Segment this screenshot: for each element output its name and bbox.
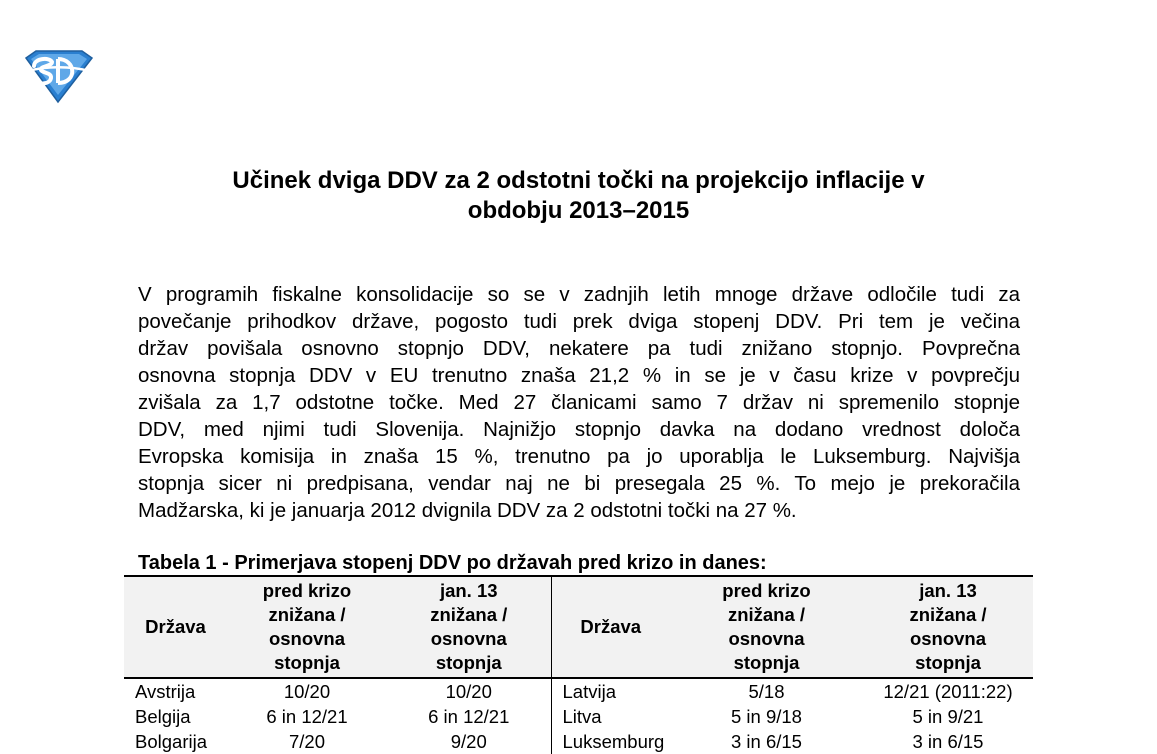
cell-before: 5/18 <box>748 681 785 702</box>
paragraph-line: stopnja sicer ni predpisana, vendar naj ne bi presegala 25 %. To mejo je prekoračila <box>138 472 1020 495</box>
cell-before: 10/20 <box>283 681 331 702</box>
table-row <box>124 729 1033 754</box>
shield-logo-icon <box>22 48 96 104</box>
header-line: pred krizo <box>262 580 352 601</box>
header-line: stopnja <box>915 652 981 673</box>
title-line: obdobju 2013–2015 <box>467 197 690 224</box>
table-header-row <box>124 576 1033 678</box>
header-line: znižana / <box>268 604 346 625</box>
organization-logo <box>22 48 96 104</box>
header-jan13 <box>863 576 1033 678</box>
header-line: znižana / <box>909 604 987 625</box>
cell-before: 3 in 6/15 <box>731 731 802 752</box>
header-line: stopnja <box>733 652 800 673</box>
header-line: znižana / <box>430 604 508 625</box>
paragraph-line: držav povišala osnovno stopnjo DDV, nekatere pa tudi znižano stopnjo. Povprečna <box>138 337 1020 360</box>
cell-jan13: 10/20 <box>387 678 551 704</box>
cell-country: Avstrija <box>135 681 196 702</box>
table-row <box>124 704 1033 729</box>
header-line: stopnja <box>274 652 340 673</box>
paragraph-line: zvišala za 1,7 odstotne točke. Med 27 članicami samo 7 držav ni spremenilo stopnje <box>138 391 1020 414</box>
header-before-crisis <box>227 576 387 678</box>
document-title <box>0 166 1157 226</box>
cell-country: Bolgarija <box>135 731 207 752</box>
paragraph-line: osnovna stopnja DDV v EU trenutno znaša 21,2 % in se je v času krize v povprečju <box>138 364 1020 387</box>
header-line: osnovna <box>268 628 346 649</box>
cell-before: 5 in 9/18 <box>731 706 802 727</box>
table-row <box>124 678 1033 704</box>
header-line: osnovna <box>909 628 987 649</box>
vat-rates-table <box>124 575 1033 754</box>
cell-country: Belgija <box>135 706 191 727</box>
header-line: znižana / <box>727 604 806 625</box>
paragraph-line: Madžarska, ki je januarja 2012 dvignila DDV za 2 odstotni točki na 27 %. <box>138 499 797 522</box>
cell-jan13: 5 in 9/21 <box>912 706 984 727</box>
header-line: stopnja <box>435 652 502 673</box>
paragraph-line: povečanje prihodkov države, pogosto tudi prek dviga stopenj DDV. Pri tem je večina <box>138 310 1020 333</box>
cell-jan13: 3 in 6/15 <box>912 731 984 752</box>
header-line: osnovna <box>430 628 507 649</box>
intro-paragraph <box>138 281 1020 524</box>
header-before-crisis <box>670 576 863 678</box>
table-caption: Tabela 1 - Primerjava stopenj DDV po državah pred krizo in danes: <box>138 552 767 574</box>
header-line: jan. 13 <box>919 580 977 601</box>
header-jan13 <box>387 576 551 678</box>
header-country: Država <box>551 576 670 678</box>
cell-jan13: 12/21 (2011:22) <box>883 681 1013 702</box>
cell-before: 7/20 <box>288 731 325 752</box>
title-line: Učinek dviga DDV za 2 odstotni točki na projekcijo inflacije v <box>232 167 925 194</box>
paragraph-line: Evropska komisija in znaša 15 %, trenutno pa jo uporablja le Luksemburg. Najvišja <box>138 445 1020 468</box>
paragraph-line: V programih fiskalne konsolidacije so se v zadnjih letih mnoge države odločile tudi za <box>138 283 1020 306</box>
cell-jan13: 9/20 <box>387 729 551 754</box>
header-country: Država <box>124 576 227 678</box>
cell-country: Litva <box>562 706 602 727</box>
header-line: osnovna <box>728 628 805 649</box>
paragraph-line: DDV, med njimi tudi Slovenija. Najnižjo stopnjo davka na dodano vrednost določa <box>138 418 1020 441</box>
header-line: pred krizo <box>722 580 811 601</box>
cell-before: 6 in 12/21 <box>266 706 348 727</box>
cell-jan13: 6 in 12/21 <box>387 704 551 729</box>
cell-country: Luksemburg <box>562 731 665 752</box>
header-line: jan. 13 <box>439 580 498 601</box>
cell-country: Latvija <box>562 681 616 702</box>
